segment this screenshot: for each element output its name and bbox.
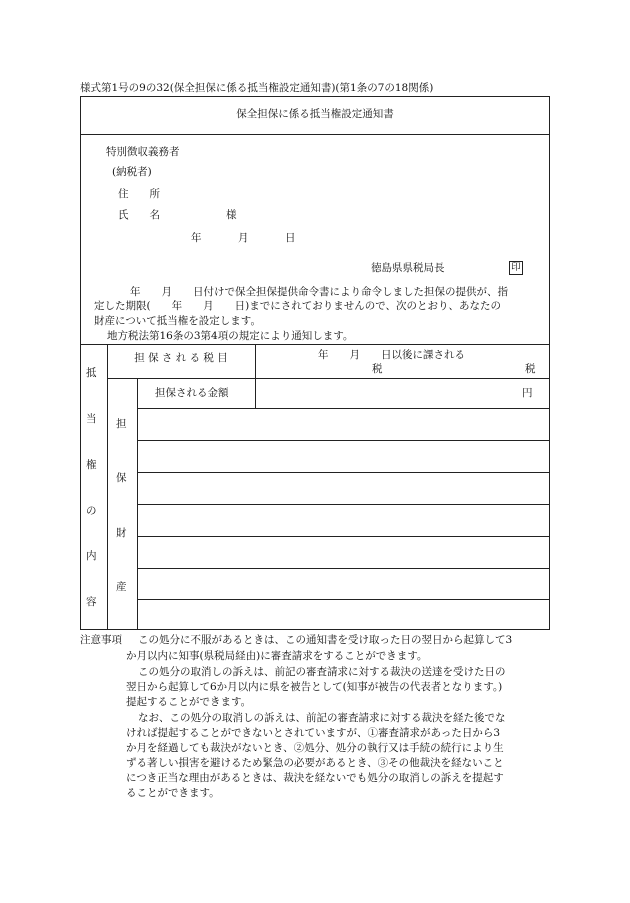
tax-period-text: 年 月 日以後に課される xyxy=(318,349,465,361)
side-char-5: 内 xyxy=(86,550,97,562)
notes-p2-line-3: 提起することができます。 xyxy=(126,696,252,708)
tax-row-bottom xyxy=(107,378,550,379)
property-row-line-2 xyxy=(137,472,550,473)
property-row-line-3 xyxy=(137,504,550,505)
property-row-line-6 xyxy=(137,599,550,600)
side-char-4: の xyxy=(86,505,97,517)
recipient-sub: (納税者) xyxy=(112,166,152,178)
address-label: 住 所 xyxy=(118,188,160,200)
notes-p3-line-3: か月を経過しても裁決がないとき、②処分、処分の執行又は手続の続行により生 xyxy=(126,742,504,754)
date-year: 年 xyxy=(191,232,202,244)
recipient-heading: 特別徴収義務者 xyxy=(106,146,180,158)
notes-p3-line-6: ることができます。 xyxy=(126,787,220,799)
side-char-3: 権 xyxy=(86,459,97,471)
property-char-4: 産 xyxy=(116,581,127,593)
property-row-line-5 xyxy=(137,568,550,569)
body-line-3: 財産について抵当権を設定します。 xyxy=(94,315,261,327)
label-divider xyxy=(255,344,256,408)
table-side-divider xyxy=(107,344,108,630)
property-char-1: 担 xyxy=(116,418,127,430)
seal-mark: 印 xyxy=(509,261,523,275)
property-char-3: 財 xyxy=(116,527,127,539)
notes-p2-line-2: 翌日から起算して6か月以内に県を被告として(知事が被告の代表者となります。) xyxy=(126,681,503,693)
notes-p1-line-2: か月以内に知事(県税局経由)に審査請求をすることができます。 xyxy=(126,650,428,662)
side-char-6: 容 xyxy=(86,596,97,608)
notes-p3-line-1: なお、この処分の取消しの訴えは、前記の審査請求に対する裁決を経た後でな xyxy=(138,712,506,724)
body-line-1: 年 月 日付けで保全担保提供命令書により命令しました担保の提供が、指 xyxy=(130,286,508,298)
notes-p1-line-1: この処分に不服があるときは、この通知書を受け取った日の翌日から起算して3 xyxy=(138,634,513,646)
amount-label: 担保される金額 xyxy=(155,387,229,399)
notes-label: 注意事項 xyxy=(80,634,122,646)
body-line-4: 地方税法第16条の3第4項の規定により通知します。 xyxy=(107,330,354,342)
notes-p3-line-5: につき正当な理由があるときは、裁決を経ないでも処分の取消しの訴えを提起す xyxy=(126,772,504,784)
side-char-2: 当 xyxy=(86,413,97,425)
notes-p3-line-2: ければ提起することができないとされていますが、①審査請求があった日から3 xyxy=(126,727,501,739)
name-label: 氏 名 xyxy=(118,209,160,221)
property-row-line-1 xyxy=(137,440,550,441)
body-line-2: 定した期限( 年 月 日)までにされておりませんので、次のとおり、あなたの xyxy=(94,300,501,312)
issuer: 徳島県県税局長 xyxy=(371,262,445,274)
tax-item-label: 担 保 さ れ る 税 目 xyxy=(134,352,228,364)
side-char-1: 抵 xyxy=(86,367,97,379)
tax-name-1: 税 xyxy=(372,363,383,375)
amount-unit: 円 xyxy=(522,387,533,399)
notes-p2-line-1: この処分の取消しの訴えは、前記の審査請求に対する裁決の送達を受けた日の xyxy=(138,666,506,678)
title-divider xyxy=(80,134,550,135)
table-top-line xyxy=(80,344,550,345)
property-row-line-4 xyxy=(137,536,550,537)
property-char-2: 保 xyxy=(116,472,127,484)
tax-name-2: 税 xyxy=(525,363,536,375)
form-number: 様式第1号の9の32(保全担保に係る抵当権設定通知書)(第1条の7の18関係) xyxy=(80,82,434,94)
date-month: 月 xyxy=(238,232,249,244)
date-day: 日 xyxy=(285,232,296,244)
honorific: 様 xyxy=(226,209,237,221)
notes-p3-line-4: ずる著しい損害を避けるため緊急の必要があるとき、③その他裁決を経ないこと xyxy=(126,757,504,769)
document-title: 保全担保に係る抵当権設定通知書 xyxy=(236,108,394,120)
amount-row-bottom xyxy=(137,408,550,409)
